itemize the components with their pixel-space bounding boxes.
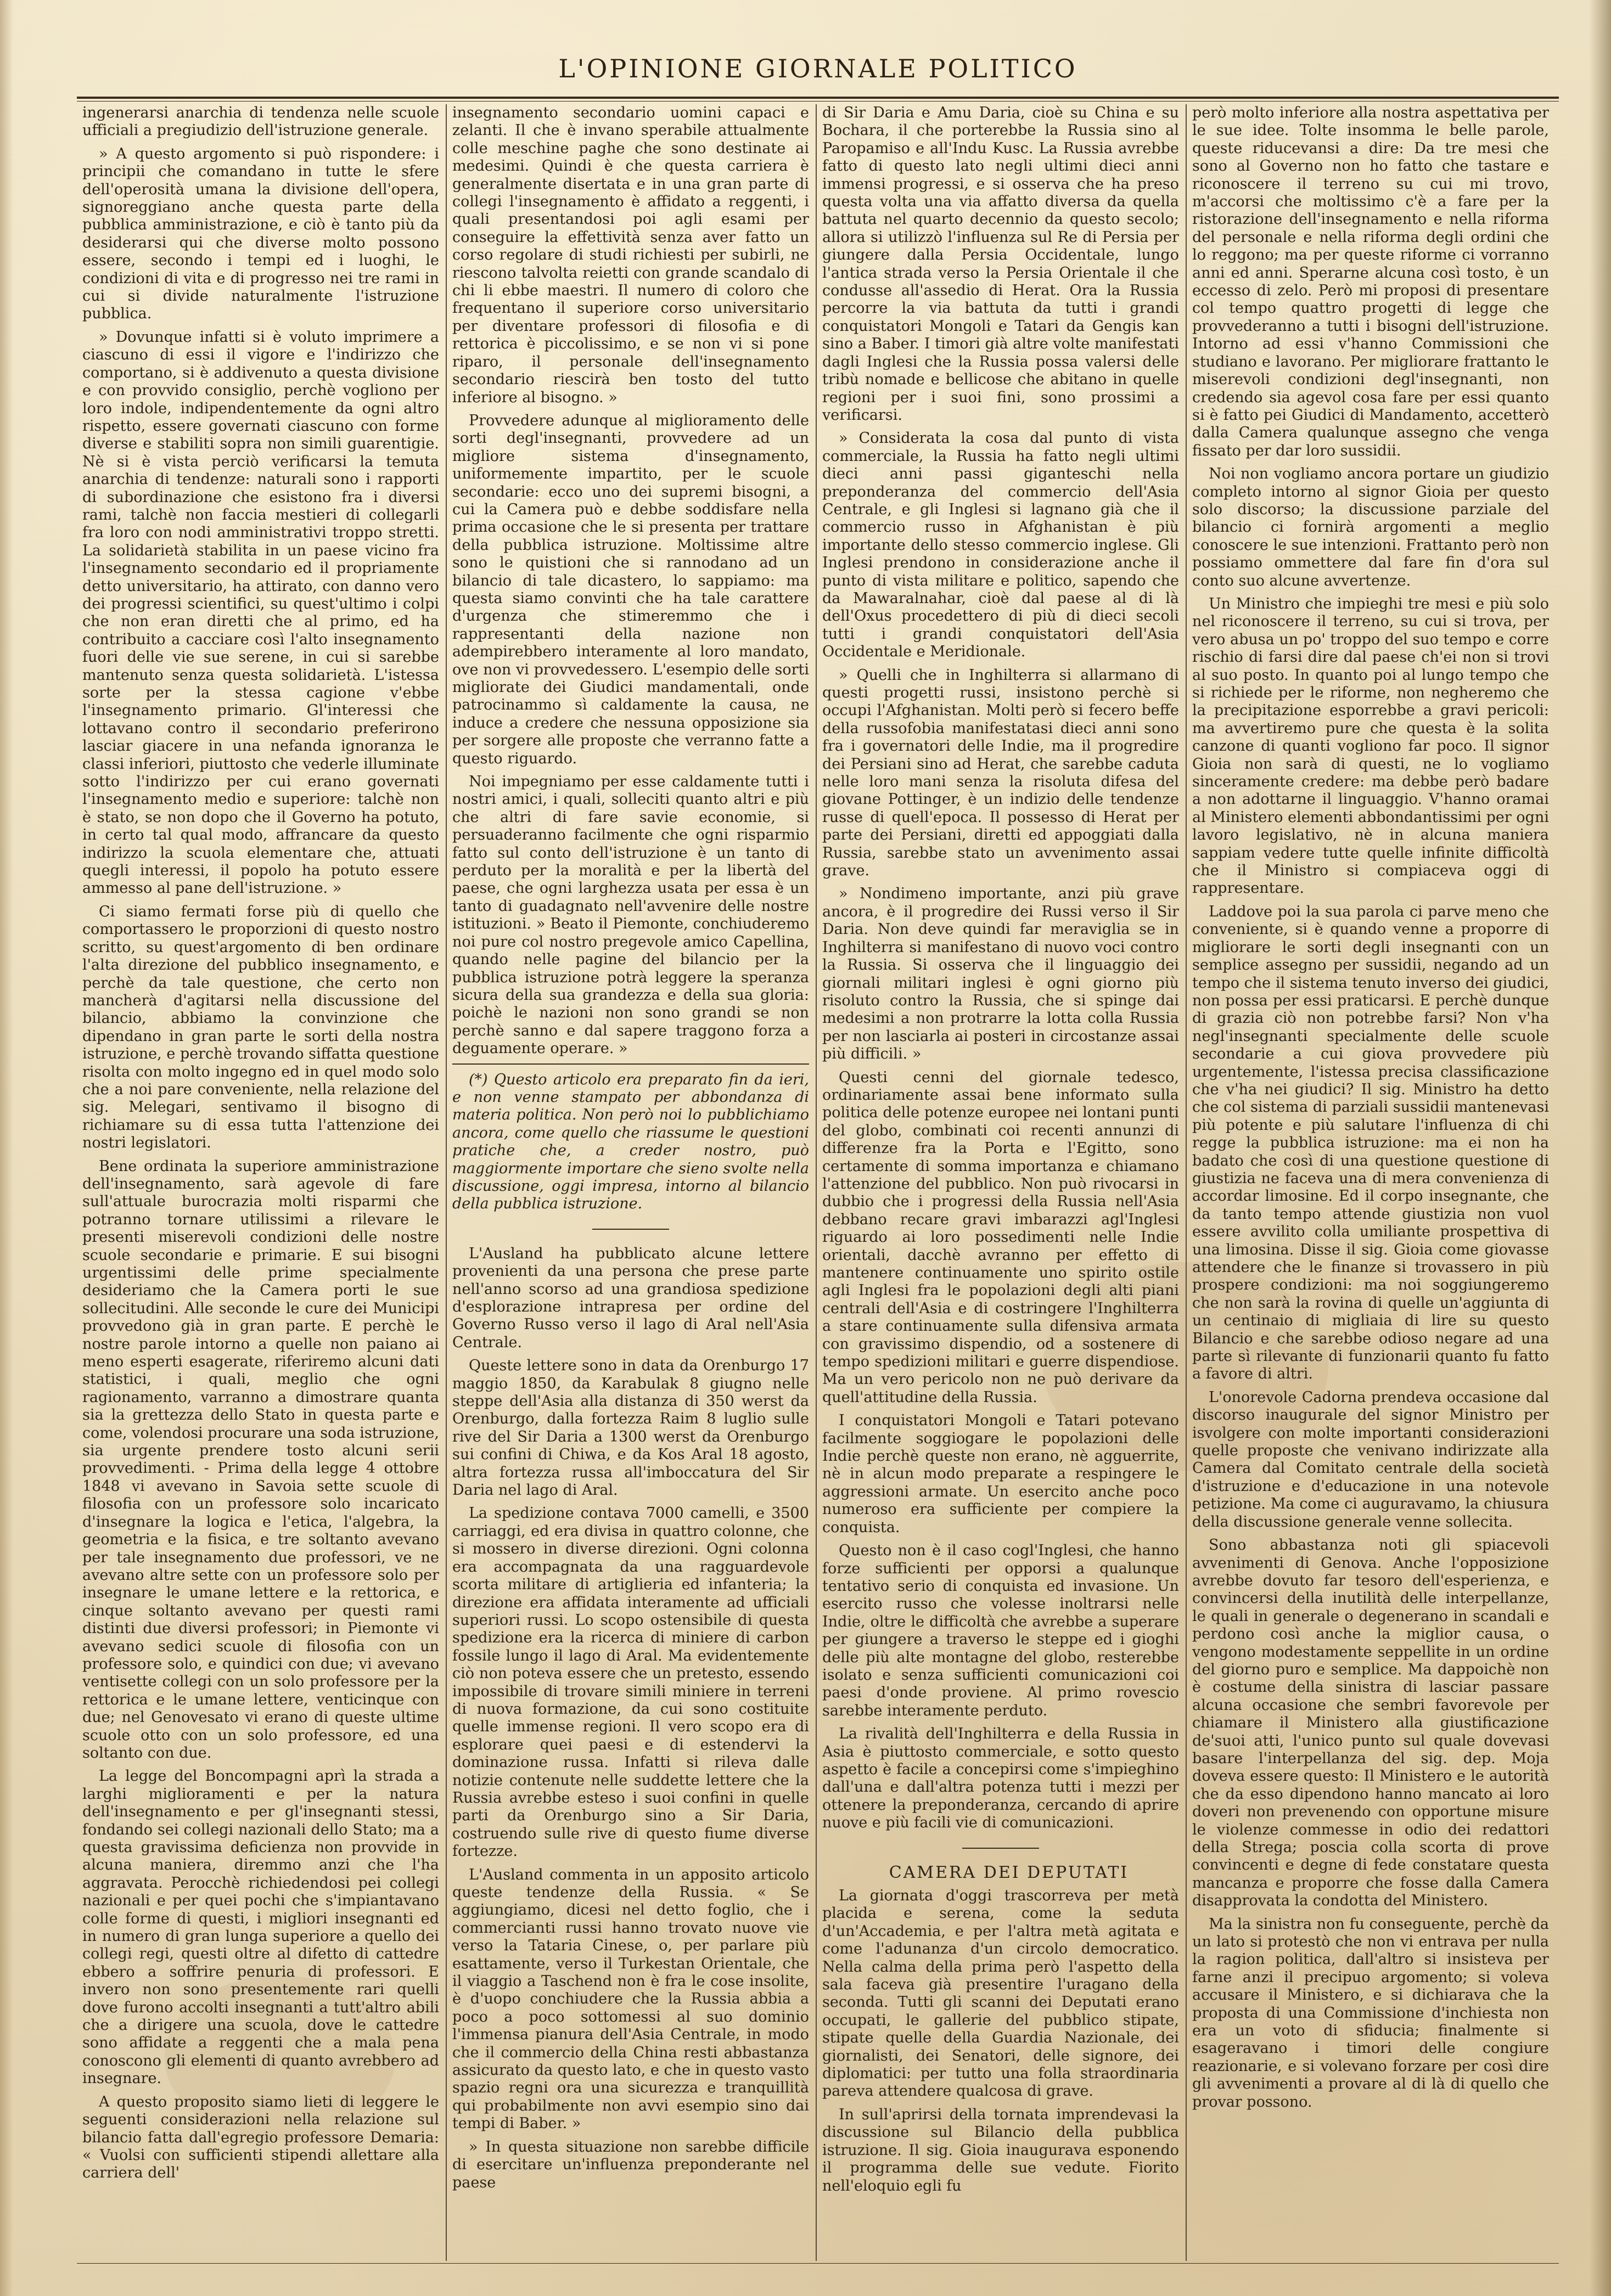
footnote: (*) Questo articolo era preparato fin da ieri, e non venne stampato per abbondanza di materia politica. Non però noi lo pubblichiamo ancora, come quello che riassume le questioni pratiche che, a creder nostro, può maggiormente importare che sieno svolte nella discussione, oggi impresa, intorno al bilancio della pubblica istruzione. bbox=[452, 1063, 809, 1213]
section-divider bbox=[962, 1848, 1039, 1849]
article-paragraph: Noi non vogliamo ancora portare un giudizio completo intorno al signor Gioia per questo solo discorso; la discussione parziale del bilancio ci fornirà argomenti a meglio conoscere le sue intenzioni. Frattanto però non possiamo ommettere dal fare fin d'ora sul conto suo alcune avvertenze. bbox=[1192, 465, 1549, 589]
article-paragraph: Bene ordinata la superiore amministrazione dell'insegnamento, sarà agevole di fare sull'attuale burocrazia molti risparmi che potranno tornare utilissimi a rilevare le presenti miserevoli condizioni delle nostre scuole secondarie e primarie. E sui bisogni urgentissimi delle prime specialmente desideriamo che la Camera porti le sue sollecitudini. Alle seconde le cure dei Municipi provvedono già in gran parte. E perchè le nostre parole intorno a quelle non paiano ai meno esperti esagerate, riferiremo alcuni dati statistici, i quali, meglio che ogni ragionamento, varranno a dimostrare quanta sia la grettezza dello Stato in questa parte e come, volendosi procurare una soda istruzione, sia urgente prendere tosto alcuni serii provvedimenti. - Prima della legge 4 ottobre 1848 vi avevano in Savoia sette scuole di filosofia con un professore solo incaricato d'insegnare la logica e l'etica, l'algebra, la geometria e la fisica, e tre soltanto avevano per tale insegnamento due professori, ve ne avevano altre sette con un professore solo per insegnare le umane lettere e la rettorica, e cinque soltanto avevano per questi rami distinti due diversi professori; in Piemonte vi avevano sedici scuole di filosofia con un professore solo, e quindici con due; vi avevano ventisette collegi con un solo professore per la rettorica e le umane lettere, venticinque con due; nel Genovesato vi erano di queste ultime scuole otto con un solo professore, ed una soltanto con due. bbox=[82, 1157, 439, 1762]
column-4 bbox=[1192, 104, 1549, 2261]
section-divider bbox=[592, 1229, 669, 1230]
article-paragraph: » In questa situazione non sarebbe difficile di esercitare un'influenza preponderante nel paese bbox=[452, 2138, 809, 2191]
article-paragraph: » Nondimeno importante, anzi più grave ancora, è il progredire dei Russi verso il Sir Daria. Non deve quindi far meraviglia se in Inghilterra si manifestano di nuovo voci contro la Russia. Si osserva che il linguaggio dei giornali militari inglesi è ogni giorno più risoluto contro la Russia, che si spinge dai medesimi a non protrarre la lotta colla Russia per non lasciarla ai posteri in circostanze assai più difficili. » bbox=[822, 885, 1179, 1063]
article-paragraph: Un Ministro che impieghi tre mesi e più solo nel riconoscere il terreno, su cui si trova, per vero abusa un po' troppo del suo tempo e corre rischio di farsi dire dal paese ch'ei non si trovi al suo posto. In quanto poi al lungo tempo che si richiede per le riforme, non negheremo che la precipitazione esporrebbe a gravi pericoli: ma avvertiremo pure che questa è la solita canzone di quanti vogliono far poco. Il signor Gioia non sarà di questi, ne lo vogliamo sinceramente credere: ma debbe però badare a non adottarne il linguaggio. V'hanno oramai al Ministero elementi abbondantissimi per ogni lavoro legislativo, nè in alcuna maniera sappiam vedere tutte quelle infinite difficoltà che il Ministro si compiaceva oggi di rappresentare. bbox=[1192, 595, 1549, 897]
masthead-rule bbox=[77, 97, 1559, 99]
paper-edge-shadow-right bbox=[1589, 0, 1611, 2296]
article-paragraph: L'onorevole Cadorna prendeva occasione dal discorso inaugurale del signor Ministro per isvolgere con molte importanti considerazioni quelle proposte che venivano indirizzate alla Camera dal Comitato centrale della società d'istruzione e d'educazione in una notevole petizione. Ma come ci auguravamo, la chiusura della discussione generale venne sollecita. bbox=[1192, 1388, 1549, 1530]
article-paragraph: » Dovunque infatti si è voluto imprimere a ciascuno di essi il vigore e l'indirizzo che comportano, si è addivenuto a questa divisione e con provvido consiglio, perchè vogliono per loro indole, indipendentemente da ogni altro rispetto, essere governati ciascuno con forme diverse e stabiliti sopra non simili guarentigie. Nè si è vista perciò verificarsi la temuta anarchia di tendenze: naturali sono i rapporti di subordinazione che esistono fra i diversi rami, talchè non faccia mestieri di collegarli fra loro con nodi amministrativi troppo stretti. La solidarietà stabilita in un paese vicino fra l'insegnamento secondario ed il propriamente detto universitario, ha attirato, con danno vero dei progressi scientifici, su quest'ultimo i colpi che non eran diretti che al primo, ed ha contribuito a cacciare così l'alto insegnamento fuori delle vie sue serene, in cui si sarebbe mantenuto senza questa solidarietà. L'istessa sorte per la stessa cagione v'ebbe l'insegnamento primario. Gl'interessi che lottavano contro il secondario preferirono lasciar giacere in una nefanda ignoranza le classi inferiori, piuttosto che vederle illuminate sotto l'indirizzo per cui erano governati l'insegnamento medio e superiore: talchè non è stato, se non dopo che il Governo ha potuto, in certo tal qual modo, affrancare da questo indirizzo la scuola elementare che, attuati quegli interessi, il popolo ha potuto essere ammesso al pane dell'istruzione. » bbox=[82, 328, 439, 897]
article-paragraph: A questo proposito siamo lieti di leggere le seguenti considerazioni nella relazione sul bilancio fatta dall'egregio professore Demaria: « Vuolsi con sufficienti stipendi allettare alla carriera dell' bbox=[82, 2093, 439, 2182]
article-paragraph: La giornata d'oggi trascorreva per metà placida e serena, come la seduta d'un'Accademia, e per l'altra metà agitata e come l'adunanza d'un circolo democratico. Nella calma della prima però l'aspetto della sala faceva già presentire l'uragano della seconda. Tutti gli scanni dei Deputati erano occupati, le gallerie del pubblico stipate, stipate quelle della Guardia Nazionale, dei giornalisti, dei Senatori, delle signore, dei diplomatici: per tutto una folla straordinaria pareva attendere qualcosa di grave. bbox=[822, 1887, 1179, 2100]
article-paragraph: I conquistatori Mongoli e Tatari potevano facilmente soggiogare le popolazioni delle Indie perchè queste non erano, nè agguerrite, nè in alcun modo preparate a respingere le aggressioni armate. Un esercito anche poco numeroso era sufficiente per compiere la conquista. bbox=[822, 1412, 1179, 1536]
article-paragraph: Ci siamo fermati forse più di quello che comportassero le proporzioni di questo nostro scritto, su quest'argomento di ben ordinare l'alta direzione del pubblico insegnamento, e perchè da tale questione, che certo non mancherà d'agitarsi nella discussione del bilancio, abbiamo la convinzione che dipendano in gran parte le sorti della nostra istruzione, e perchè trovando siffatta questione risolta con molto ingegno ed in quel modo solo che a noi pare conveniente, nella relazione del sig. Melegari, sentivamo il bisogno di richiamare su di essa tutta l'attenzione dei nostri legislatori. bbox=[82, 903, 439, 1152]
article-paragraph: Sono abbastanza noti gli spiacevoli avvenimenti di Genova. Anche l'opposizione avrebbe dovuto far tesoro dell'esperienza, e convincersi della inutilità delle interpellanze, le quali in generale o degenerano in scandali e perdono così anche la miglior causa, o vengono modestamente seppellite in un ordine del giorno puro e semplice. Ma dappoichè non è costume della sinistra di lasciar passare alcuna occasione che sembri favorevole per chiamare il Ministero alla giustificazione de'suoi atti, l'unico punto sul quale dovevasi basare l'interpellanza del sig. dep. Moja doveva essere questo: Il Ministero e le autorità che da esso dipendono hanno mancato ai loro doveri non prevenendo con opportune misure le violenze commesse in odio dei redattori della Strega; poscia colla scorta di prove convincenti e degne di fede constatare questa mancanza e proporre che fosse dalla Camera disapprovata la condotta del Ministero. bbox=[1192, 1537, 1549, 1910]
article-paragraph: insegnamento secondario uomini capaci e zelanti. Il che è invano sperabile attualmente colle meschine paghe che sono destinate ai medesimi. Quindi è che questa carriera è generalmente disertata e in una gran parte di collegi l'insegnamento è affidato a reggenti, i quali presentandosi poi agli esami per conseguire la effettività senza aver fatto un corso regolare di studi richiesti per subirli, ne riescono talvolta reietti con grande scandalo di chi li ebbe maestri. Il numero di coloro che frequentano il superiore corso universitario per diventare professori di filosofia e di rettorica è piccolissimo, e se non vi si pone riparo, il personale dell'insegnamento secondario riescirà ben tosto del tutto inferiore al bisogno. » bbox=[452, 104, 809, 406]
article-paragraph: La rivalità dell'Inghilterra e della Russia in Asia è piuttosto commerciale, e sotto questo aspetto è facile a concepirsi come s'impieghino dall'una e dall'altra potenza tutti i mezzi per ottenere la preponderanza, cercando di aprire nuove e più facili vie di comunicazioni. bbox=[822, 1725, 1179, 1832]
article-paragraph: però molto inferiore alla nostra aspettativa per le sue idee. Tolte insomma le belle parole, queste riducevansi a dire: Da tre mesi che sono al Governo non ho fatto che tastare e riconoscere il terreno su cui mi trovo, m'accorsi che moltissimo c'è a fare per la ristorazione dell'insegnamento e nella riforma del personale e nella riforma degli ordini che lo reggono; ma per queste riforme ci vorranno anni ed anni. Sperarne alcuna così tosto, è un eccesso di zelo. Però mi proposi di presentare col tempo quattro progetti di legge che provvederanno a tutti i bisogni dell'istruzione. Intorno ad essi v'hanno Commissioni che studiano e lavorano. Per migliorare frattanto le miserevoli condizioni degl'insegnanti, non credendo sia agevol cosa fare per essi quanto si è fatto pei Giudici di Mandamento, accetterò dalla Camera qualunque assegno che venga fissato per dar loro sussidii. bbox=[1192, 104, 1549, 459]
bottom-rule bbox=[77, 2263, 1559, 2264]
article-paragraph: In sull'aprirsi della tornata imprendevasi la discussione sul Bilancio della pubblica istruzione. Il sig. Gioia inaugurava esponendo il programma delle sue vedute. Fiorito nell'eloquio egli fu bbox=[822, 2106, 1179, 2194]
column-rule bbox=[1186, 104, 1187, 2261]
paper-edge-shadow-left bbox=[0, 0, 13, 2296]
column-rule bbox=[816, 104, 817, 2261]
article-paragraph: Questi cenni del giornale tedesco, ordinariamente assai bene informato sulla politica delle potenze europee nei lontani punti del globo, combinati coi recenti annunzi di differenze fra la Porta e l'Egitto, sono certamente di somma importanza e chiamano l'attenzione del pubblico. Non può rivocarsi in dubbio che i progressi della Russia nell'Asia debbano recare gravi imbarazzi agl'Inglesi riguardo ai loro possedimenti nelle Indie orientali, dacchè avranno per effetto di mantenere continuamente uno spirito ostile agli Inglesi fra le popolazioni degli alti piani centrali dell'Asia e di costringere l'Inghilterra a stare continuamente sulla difensiva armata con gravissimo dispendio, od a sostenere di tempo spedizioni militari e guerre dispendiose. Ma un vero pericolo non ne può derivare da quell'attitudine della Russia. bbox=[822, 1068, 1179, 1406]
masthead-rule-thin bbox=[77, 101, 1559, 102]
article-paragraph: L'Ausland ha pubblicato alcune lettere provenienti da una persona che prese parte nell'anno scorso ad una grandiosa spedizione d'esplorazione intrapresa per ordine del Governo Russo verso il lago di Aral nell'Asia Centrale. bbox=[452, 1245, 809, 1351]
article-paragraph: L'Ausland commenta in un apposito articolo queste tendenze della Russia. « Se aggiungiamo, dicesi nel detto foglio, che i commercianti russi hanno trovato nuove vie verso la Tataria Cinese, o, per parlare più esattamente, verso il Turkestan Orientale, che il viaggio a Taschend non è fra le cose insolite, è d'uopo conchiudere che la Russia abbia a poco a poco sottomessi al suo dominio l'immensa pianura dell'Asia Centrale, in modo che il commercio della China resti abbastanza assicurato da questo lato, e che in questo vasto spazio regni ora una sicurezza e tranquillità qui probabilmente non avvi esempio sino dai tempi di Baber. » bbox=[452, 1866, 809, 2132]
article-paragraph: » Quelli che in Inghilterra si allarmano di questi progetti russi, insistono perchè si occupi l'Afghanistan. Molti però si fecero beffe della russofobia manifestatasi dieci anni sono fra i governatori delle Indie, ma il progredire dei Persiani sino ad Herat, che sarebbe caduta nelle loro mani senza la risoluta difesa del giovane Pottinger, è un indizio delle tendenze russe di quell'epoca. Il possesso di Herat per parte dei Persiani, diretti ed appoggiati dalla Russia, sarebbe stato un avvenimento assai grave. bbox=[822, 666, 1179, 880]
article-paragraph: Queste lettere sono in data da Orenburgo 17 maggio 1850, da Karabulak 8 giugno nelle steppe dell'Asia alla distanza di 350 werst da Orenburgo, dalla fortezza Raim 8 luglio sulle rive del Sir Daria a 1300 werst da Orenburgo sui confini di Chiwa, e da Kos Aral 18 agosto, altra fortezza russa all'imboccatura del Sir Daria nel lago di Aral. bbox=[452, 1357, 809, 1499]
article-paragraph: Noi impegniamo per esse caldamente tutti i nostri amici, i quali, solleciti quanto altri e più che altri di fare savie economie, si persuaderanno facilmente che ogni risparmio fatto sul conto dell'istruzione è un tanto di perduto per la moralità e per la libertà del paese, che ogni larghezza usata per essa è un tanto di guadagnato nell'avvenire delle nostre istituzioni. » Beato il Piemonte, conchiuderemo noi pure col nostro pregevole amico Capellina, quando nelle pagine del bilancio per la pubblica istruzione potrà leggere la speranza sicura della sua grandezza e della sua gloria: poichè le nazioni non sono grandi se non perchè sanno e dal sapere traggono forza a deguamente operare. » bbox=[452, 773, 809, 1057]
article-paragraph: Laddove poi la sua parola ci parve meno che conveniente, si è quando venne a proporre di migliorare le sorti degli insegnanti con un semplice assegno per sussidii, negando ad un tempo che il sistema tenuto inverso dei giudici, non possa per essi praticarsi. E perchè dunque di grazia ciò non potrebbe farsi? Non v'ha negl'insegnanti specialmente delle scuole secondarie a cui giova provvedere più urgentemente, l'istessa precisa classificazione che v'ha nei giudici? Il sig. Ministro ha detto che col sistema di parziali sussidii mantenevasi più potente e più salutare l'influenza di chi regge la pubblica istruzione: ma ei non ha badato che così di una questione questione di giustizia ne faceva una di mera convenienza di accordar limosine. Ed il corpo insegnante, che da tanto tempo attende giustizia non vuol essere avvilito colla umiliante prospettiva di una limosina. Disse il sig. Gioia come giovasse attendere che le finanze si trovassero in più prospere condizioni: ma noi soggiungeremo che non sarà la rovina di quelle un'aggiunta di un centinaio di migliaia di lire su questo Bilancio e che sarebbe odioso negare ad una parte sì rilevante di funzionarii quanto fu fatto a favore di altri. bbox=[1192, 903, 1549, 1383]
column-1 bbox=[82, 104, 439, 2261]
article-paragraph: La spedizione contava 7000 camelli, e 3500 carriaggi, ed era divisa in quattro colonne, che si mossero in diverse direzioni. Ogni colonna era accompagnata da una ragguardevole scorta militare di artiglieria ed infanteria; la direzione era affidata interamente ad ufficiali superiori russi. Lo scopo ostensibile di questa spedizione era la ricerca di miniere di carbon fossile lungo il lago di Aral. Ma evidentemente ciò non poteva essere che un pretesto, essendo impossibile di trovare simili miniere in terreni di nuova formazione, da cui sono costituite quelle immense regioni. Il vero scopo era di esplorare quei paesi e di estendervi la dominazione russa. Infatti si rileva dalle notizie contenute nelle suddette lettere che la Russia avrebbe esteso i suoi confini in quelle parti da Orenburgo sino a Sir Daria, costruendo sulle rive di questo fiume diverse fortezze. bbox=[452, 1505, 809, 1860]
article-paragraph: Questo non è il caso cogl'Inglesi, che hanno forze sufficienti per opporsi a qualunque tentativo serio di conquista ed invasione. Un esercito russo che volesse inoltrarsi nelle Indie, oltre le difficoltà che avrebbe a superare per giungere a traverso le steppe ed i gioghi delle più alte montagne del globo, resterebbe isolato e senza sufficienti comunicazioni coi paesi d'onde proviene. Al primo rovescio sarebbe interamente perduto. bbox=[822, 1542, 1179, 1719]
column-3 bbox=[822, 104, 1179, 2261]
article-paragraph: » Considerata la cosa dal punto di vista commerciale, la Russia ha fatto negli ultimi dieci anni passi giganteschi nella preponderanza del commercio dell'Asia Centrale, e gli Inglesi si lagnano già che il commercio russo in Afghanistan è più importante dello stesso commercio inglese. Gli Inglesi prendono in considerazione anche il punto di vista militare e politico, sapendo che da Mawaralnahar, cioè dal paese al di là dell'Oxus procedettero di più di dieci secoli tutti i grandi conquistatori dell'Asia Occidentale e Meridionale. bbox=[822, 430, 1179, 661]
article-paragraph: Provvedere adunque al miglioramento delle sorti degl'insegnanti, provvedere ad un migliore sistema d'insegnamento, uniformemente impartito, per le scuole secondarie: ecco uno dei supremi bisogni, a cui la Camera può e debbe soddisfare nella prima occasione che le si presenta per trattare della pubblica istruzione. Moltissime altre sono le quistioni che si rannodano ad un bilancio di tale dicastero, lo sappiamo: ma questa siamo convinti che ha tale carattere d'urgenza che stimeremmo che i rappresentanti della nazione non adempirebbero interamente al loro mandato, ove non vi provvedessero. L'esempio delle sorti migliorate dei Giudici mandamentali, onde patrocinammo sì caldamente la causa, ne induce a credere che nessuna opposizione sia per sorgere alle proposte che verranno fatte a questo riguardo. bbox=[452, 412, 809, 767]
article-paragraph: Ma la sinistra non fu conseguente, perchè da un lato si protestò che non vi entrava per nulla la ragion politica, dall'altro si insisteva per farne anzi il precipuo argomento; si voleva accusare il Ministero, e si dichiarava che la proposta di una Commissione d'inchiesta non era un voto di sfiducia; finalmente si esageravano i timori delle congiure reazionarie, e si volevano forzare per così dire gli avvenimenti a provare al di là di quello che provar possono. bbox=[1192, 1915, 1549, 2111]
article-paragraph: ingenerarsi anarchia di tendenza nelle scuole ufficiali a pregiudizio dell'istruzione generale. bbox=[82, 104, 439, 139]
masthead bbox=[77, 38, 1559, 99]
section-heading: CAMERA DEI DEPUTATI bbox=[889, 1862, 1129, 1882]
column-2 bbox=[452, 104, 809, 2261]
article-paragraph: La legge del Boncompagni aprì la strada a larghi miglioramenti e per la natura dell'insegnamento e per gl'insegnanti stessi, fondando sei collegi nazionali dello Stato; ma a questa gravissima deficienza non provvide in alcuna maniera, diremmo anzi che l'ha aggravata. Perocchè richiedendosi pei collegi nazionali e per quei pochi che s'impiantavano colle forme di questi, i migliori insegnanti ed in numero di gran lunga superiore a quello dei collegi regi, questi oltre al difetto di cattedre ebbero a soffrire penuria di professori. E invero non sono presentemente rari quelli dove furono accolti insegnanti a tutt'altro abili che a dirigere una scuola, dove le cattedre sono affidate a reggenti che a mala pena conoscono gli elementi di quanto avrebbero ad insegnare. bbox=[82, 1768, 439, 2087]
masthead-title: L'OPINIONE GIORNALE POLITICO bbox=[558, 54, 1077, 83]
column-rule bbox=[446, 104, 447, 2261]
article-paragraph: » A questo argomento si può rispondere: i principii che comandano in tutte le sfere dell'operosità umana la divisione dell'opera, signoreggiano anche questa parte della pubblica amministrazione, e ciò è tanto più da desiderarsi qui che diverse molto possono essere, secondo i tempi ed i luoghi, le condizioni di vita e di progresso nei tre rami in cui si divide naturalmente l'istruzione pubblica. bbox=[82, 145, 439, 323]
article-paragraph: di Sir Daria e Amu Daria, cioè su China e su Bochara, il che porterebbe la Russia sino al Paropamiso e all'Indu Kusc. La Russia avrebbe fatto di questo lato negli ultimi dieci anni immensi progressi, e si osserva che ha preso questa volta una via affatto diversa da quella battuta nel quarto decennio da questo secolo; allora si utilizzò l'influenza sul Re di Persia per giungere dalla Persia Occidentale, lungo l'antica strada verso la Persia Orientale il che condusse all'assedio di Herat. Ora la Russia percorre la via battuta da tutti i grandi conquistatori Mongoli e Tatari da Gengis kan sino a Baber. I timori già altre volte manifestati dagli Inglesi che la Russia possa valersi delle tribù nomade e bellicose che abitano in quelle regioni per i suoi fini, sono prossimi a verificarsi. bbox=[822, 104, 1179, 424]
